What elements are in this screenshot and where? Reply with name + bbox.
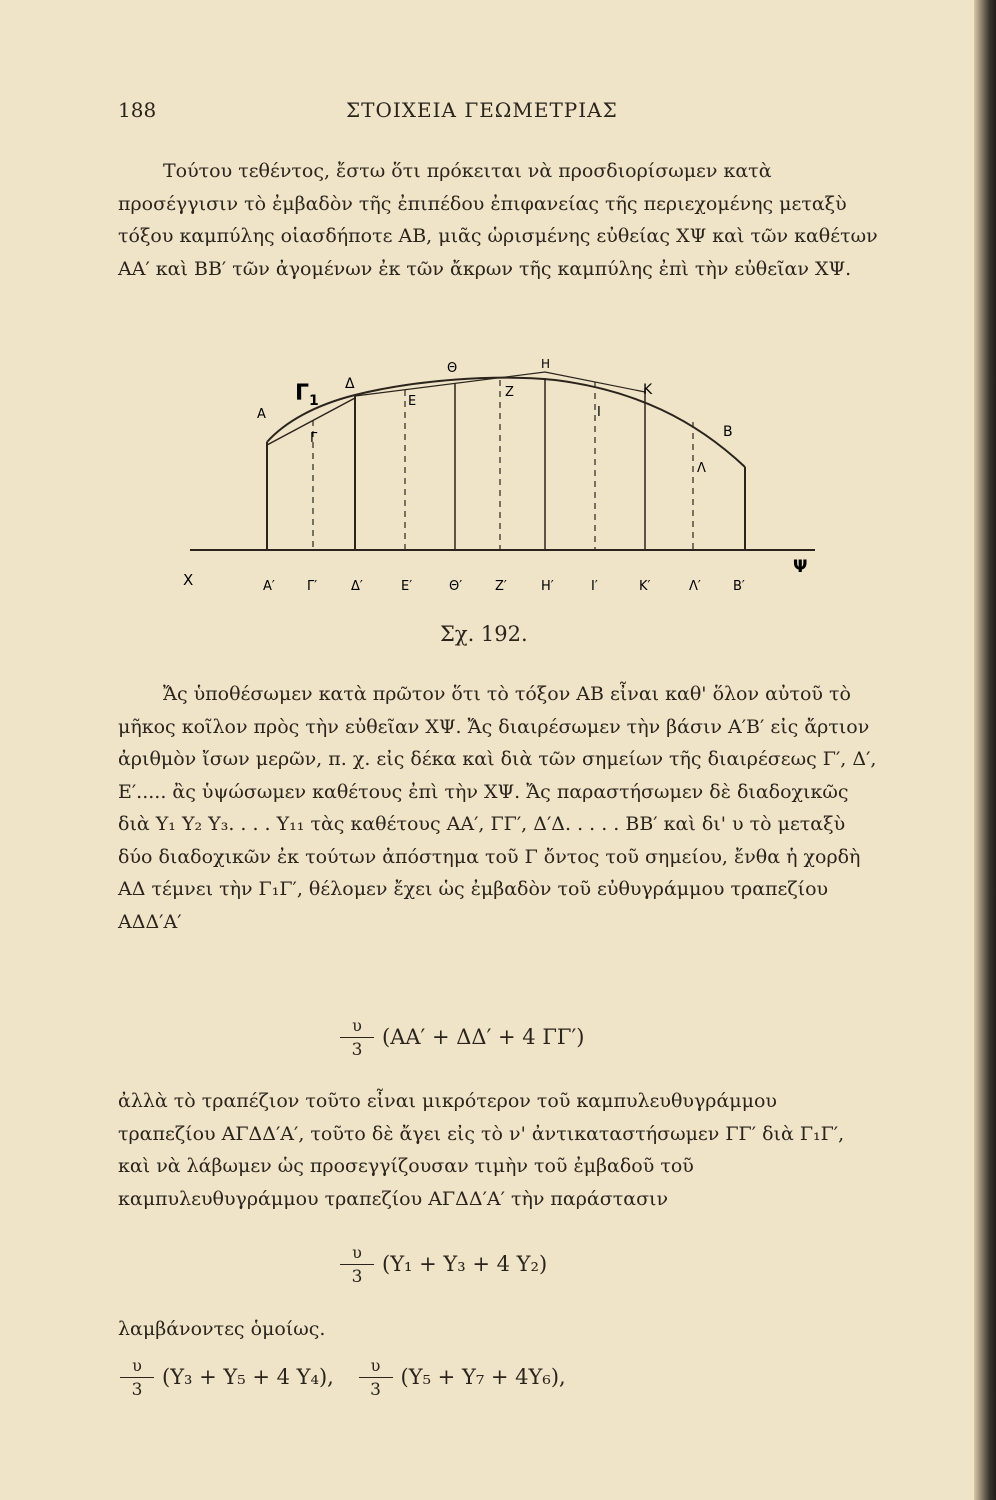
page-header	[118, 98, 878, 128]
paragraph-approximation: ἀλλὰ τὸ τραπέζιον τοῦτο εἶναι μικρότερον τοῦ καμπυλευθυγράμμου τραπεζίου ΑΓΔΔ′Α′, τοῦτο δὲ ἄγει εἰς τὸ ν' ἀντικαταστήσωμεν ΓΓ′ διὰ Γ₁Γ′, καὶ νὰ λάβωμεν ὡς προσεγγίζουσαν τιμὴν τοῦ ἐμβαδοῦ τοῦ καμπυλευθυγράμμου τραπεζίου ΑΓΔΔ′Α′ τὴν παράστασιν	[118, 1090, 845, 1210]
axis-label-g: Γ′	[307, 579, 318, 594]
formula-expression: (Υ₃ + Υ₅ + 4 Υ₄),	[162, 1365, 334, 1389]
label-gamma: Γ	[310, 431, 318, 446]
axis-label-h: Η′	[541, 579, 554, 594]
label-gamma1-sub: 1	[309, 393, 319, 409]
label-eta: Η	[541, 357, 551, 371]
label-zeta: Ζ	[505, 385, 514, 400]
page-number: 188	[118, 98, 157, 122]
label-lambda: Λ	[697, 461, 706, 476]
label-alpha: Α	[257, 407, 266, 422]
formula-expression: (Υ₅ + Υ₇ + 4Υ₆),	[400, 1365, 566, 1389]
label-iota: Ι	[597, 405, 601, 420]
fraction: $\frac{\upsilon}{3}$	[120, 1358, 154, 1399]
axis-label-i: Ι′	[591, 579, 598, 594]
fraction: $\frac{\upsilon}{3}$	[340, 1018, 374, 1059]
formula-pair	[120, 1358, 566, 1399]
label-delta: Δ	[345, 376, 355, 392]
label-kappa: Κ	[643, 382, 653, 398]
axis-label-k: Κ′	[639, 579, 651, 594]
axis-label-psi: Ψ	[793, 557, 808, 577]
paragraph-intro: Τούτου τεθέντος, ἔστω ὅτι πρόκειται νὰ προσδιορίσωμεν κατὰ προσέγγισιν τὸ ἐμβαδὸν τῆς ἐπιπέδου ἐπιφανείας τῆς περιεχομένης μεταξὺ τόξου καμπύλης οἱασδήποτε ΑΒ, μιᾶς ὡρισμένης εὐθείας ΧΨ καὶ τῶν καθέτων ΑΑ′ καὶ ΒΒ′ τῶν ἀγομένων ἐκ τῶν ἄκρων τῆς καμπύλης ἐπὶ τὴν εὐθεῖαν ΧΨ.	[118, 160, 878, 280]
formula-simpson	[340, 1245, 547, 1286]
label-beta: Β	[723, 424, 733, 440]
fraction: $\frac{\upsilon}{3}$	[359, 1358, 393, 1399]
page-binding-edge	[974, 0, 996, 1500]
label-gamma1: Γ	[295, 381, 310, 406]
axis-label-th: Θ′	[449, 579, 463, 594]
fraction: $\frac{\upsilon}{3}$	[340, 1245, 374, 1286]
running-title: ΣΤΟΙΧΕΙΑ ΓΕΩΜΕΤΡΙΑΣ	[346, 98, 618, 122]
axis-label-d: Δ′	[351, 579, 363, 594]
formula-expression: (ΑΑ′ + ΔΔ′ + 4 ΓΓ′)	[382, 1025, 585, 1049]
label-epsilon: Ε	[408, 394, 417, 409]
label-theta: Θ	[447, 361, 458, 376]
axis-label-x: Χ	[183, 571, 194, 589]
figure-caption: Σχ. 192.	[440, 622, 528, 646]
formula-trapezoid	[340, 1018, 584, 1059]
formula-expression: (Υ₁ + Υ₃ + 4 Υ₂)	[382, 1252, 548, 1276]
axis-label-z: Ζ′	[495, 579, 507, 594]
paragraph-similarly: λαμβάνοντες ὁμοίως.	[118, 1318, 326, 1340]
axis-label-e: Ε′	[401, 579, 413, 594]
axis-label-b: Β′	[733, 579, 745, 594]
figure-192	[175, 350, 825, 610]
axis-label-a: Α′	[263, 579, 275, 594]
paragraph-method: Ἄς ὑποθέσωμεν κατὰ πρῶτον ὅτι τὸ τόξον ΑΒ εἶναι καθ' ὅλον αὐτοῦ τὸ μῆκος κοῖλον πρὸς τὴν εὐθεῖαν ΧΨ. Ἄς διαιρέσωμεν τὴν βάσιν Α′Β′ εἰς ἄρτιον ἀριθμὸν ἴσων μερῶν, π. χ. εἰς δέκα καὶ διὰ τῶν σημείων τῆς διαιρέσεως Γ′, Δ′, Ε′..... ἂς ὑψώσωμεν καθέτους ἐπὶ τὴν ΧΨ. Ἄς παραστήσωμεν δὲ διαδοχικῶς διὰ Υ₁ Υ₂ Υ₃. . . . Υ₁₁ τὰς καθέτους ΑΑ′, ΓΓ′, Δ′Δ. . . . . ΒΒ′ καὶ δι' υ τὸ μεταξὺ δύο διαδοχικῶν ἐκ τούτων ἀπόστημα τοῦ Γ ὄντος τοῦ σημείου, ἔνθα ἡ χορδὴ ΑΔ τέμνει τὴν Γ₁Γ′, θέλομεν ἔχει ὡς ἐμβαδὸν τοῦ εὐθυγράμμου τραπεζίου ΑΔΔ′Α′	[118, 683, 877, 933]
axis-label-l: Λ′	[689, 579, 701, 594]
